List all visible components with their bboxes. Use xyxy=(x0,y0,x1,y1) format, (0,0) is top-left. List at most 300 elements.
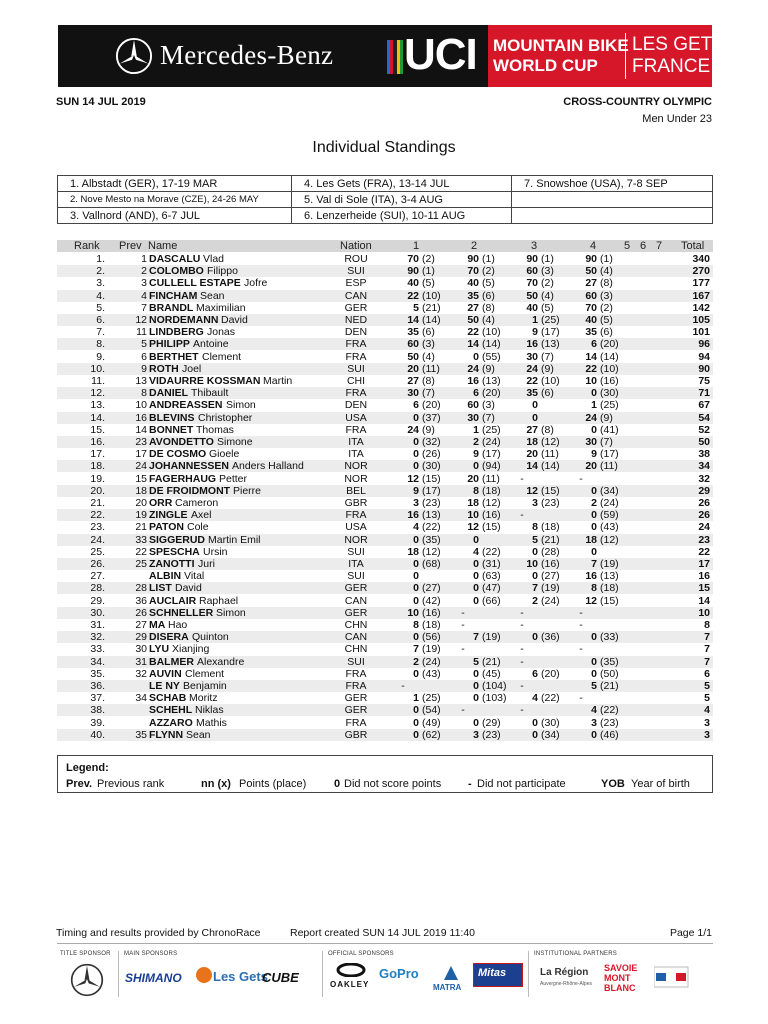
last-name-cell: SCHEHL xyxy=(149,704,193,717)
round-cell: 2. Nove Mesto na Morave (CZE), 24-26 MAY xyxy=(58,192,292,208)
round-place-cell: (46) xyxy=(600,728,619,741)
total-cell: 26 xyxy=(698,497,710,509)
total-cell: 142 xyxy=(692,301,710,314)
round-points-cell: 0 xyxy=(591,484,597,497)
round-points-cell: 0 xyxy=(413,704,419,717)
nation-cell: FRA xyxy=(345,387,367,400)
round-points-cell: 50 xyxy=(467,314,479,326)
round-points-cell: 0 xyxy=(473,460,479,473)
round-points-cell: 16 xyxy=(467,375,479,387)
last-name-cell: AVONDETTO xyxy=(149,436,214,448)
first-name-cell: Anders Halland xyxy=(232,460,304,473)
first-name-cell: Maximilian xyxy=(196,301,246,314)
round-points-cell: 8 xyxy=(591,582,597,595)
les-gets-icon xyxy=(196,967,212,983)
round-place-cell: (4) xyxy=(482,314,495,326)
round-place-cell: (8) xyxy=(541,423,554,436)
prev-rank-cell: 11 xyxy=(136,326,147,339)
round-points-cell: 0 xyxy=(413,582,419,595)
round-place-cell: (6) xyxy=(482,289,495,302)
round-place-cell: (22) xyxy=(541,692,560,705)
rank-cell: 2. xyxy=(96,265,105,278)
nation-cell: ESP xyxy=(345,277,367,290)
round-place-cell: (12) xyxy=(482,497,501,509)
first-name-cell: Petter xyxy=(219,472,248,485)
round-points-cell: 6 xyxy=(532,667,538,680)
first-name-cell: Ursin xyxy=(203,545,228,558)
legend-zero-value: Did not score points xyxy=(344,778,442,790)
round-points-cell: 9 xyxy=(591,448,597,461)
prev-rank-cell: 24 xyxy=(135,460,147,473)
round-points-cell: 90 xyxy=(526,253,538,265)
total-cell: 16 xyxy=(698,570,710,583)
rank-cell: 14. xyxy=(90,411,105,424)
round-place-cell: (23) xyxy=(482,728,501,741)
round-points-cell: 50 xyxy=(585,265,597,278)
total-cell: 8 xyxy=(704,619,710,631)
round-place-cell: (12) xyxy=(422,545,441,558)
last-name-cell: BLEVINS xyxy=(149,411,195,424)
nation-cell: NOR xyxy=(344,472,368,485)
prev-rank-cell: 2 xyxy=(141,265,147,278)
round-place-cell: (24) xyxy=(600,497,619,509)
round-place-cell: (13) xyxy=(600,570,619,583)
nation-cell: USA xyxy=(345,411,367,424)
table-row xyxy=(57,424,713,436)
round-points-cell: 0 xyxy=(413,570,419,583)
prev-rank-cell: 10 xyxy=(135,399,147,412)
round-place-cell: (17) xyxy=(600,448,619,461)
total-cell: 67 xyxy=(698,399,710,412)
total-cell: 177 xyxy=(692,277,710,290)
round-cell: 5. Val di Sole (ITA), 3-4 AUG xyxy=(292,192,512,208)
last-name-cell: FAGERHAUG xyxy=(149,472,217,485)
round-points-cell: 9 xyxy=(532,326,538,339)
round-place-cell: (25) xyxy=(541,314,560,326)
table-row xyxy=(57,253,713,265)
round-points-cell: 22 xyxy=(526,375,538,387)
prev-rank-cell: 29 xyxy=(135,631,147,644)
series-line-2: WORLD CUP xyxy=(493,56,598,75)
round-points-cell: 7 xyxy=(591,558,597,570)
round-points-cell: 90 xyxy=(585,253,597,265)
round-points-cell: 0 xyxy=(473,667,479,680)
round-points-cell: - xyxy=(520,680,524,692)
rank-cell: 5. xyxy=(96,301,105,314)
last-name-cell: ROTH xyxy=(149,362,179,375)
last-name-cell: FINCHAM xyxy=(149,289,198,302)
nation-cell: GBR xyxy=(344,497,368,509)
total-cell: 14 xyxy=(698,594,710,607)
nation-cell: GER xyxy=(344,692,368,705)
table-row xyxy=(57,704,713,716)
prev-rank-cell: 22 xyxy=(135,545,147,558)
event-category: Men Under 23 xyxy=(642,113,712,125)
round-points-cell: - xyxy=(579,692,583,705)
round-points-cell: - xyxy=(520,606,524,619)
nation-cell: DEN xyxy=(344,399,368,412)
round-points-cell: 16 xyxy=(407,509,419,522)
sponsor-oakley: OAKLEY xyxy=(330,980,370,989)
legend-dash-key: - xyxy=(468,778,472,790)
round-points-cell: 0 xyxy=(591,667,597,680)
round-cell xyxy=(512,208,713,224)
round-points-cell: 0 xyxy=(473,533,479,546)
page-number: Page 1/1 xyxy=(669,927,712,939)
nation-cell: FRA xyxy=(345,338,367,351)
rank-cell: 25. xyxy=(90,545,105,558)
round-points-cell: 30 xyxy=(585,436,597,448)
table-row xyxy=(57,277,713,289)
rank-cell: 33. xyxy=(90,643,105,656)
round-place-cell: (66) xyxy=(482,594,501,607)
round-place-cell: (16) xyxy=(482,509,501,522)
round-place-cell: (104) xyxy=(482,680,507,692)
rank-cell: 40. xyxy=(90,728,105,741)
round-points-cell: 50 xyxy=(526,289,538,302)
round-points-cell: 60 xyxy=(467,399,479,412)
table-row xyxy=(57,412,713,424)
round-points-cell: 0 xyxy=(413,594,419,607)
round-points-cell: - xyxy=(461,619,465,631)
round-points-cell: 0 xyxy=(473,594,479,607)
round-points-cell: 20 xyxy=(585,460,597,473)
round-place-cell: (23) xyxy=(541,497,560,509)
rank-cell: 27. xyxy=(90,570,105,583)
first-name-cell: Alexandre xyxy=(197,655,245,668)
nation-cell: SUI xyxy=(347,570,365,583)
round-place-cell: (18) xyxy=(600,582,619,595)
round-place-cell: (24) xyxy=(541,594,560,607)
round-place-cell: (4) xyxy=(600,265,613,278)
round-points-cell: 5 xyxy=(591,680,597,692)
table-row xyxy=(57,631,713,643)
first-name-cell: Hao xyxy=(168,619,188,631)
round-place-cell: (20) xyxy=(541,667,560,680)
round-place-cell: (45) xyxy=(482,667,501,680)
first-name-cell: Simon xyxy=(226,399,256,412)
round-place-cell: (7) xyxy=(600,436,613,448)
rank-cell: 16. xyxy=(90,436,105,448)
footer-divider xyxy=(57,943,713,944)
round-points-cell: 27 xyxy=(407,375,419,387)
round-place-cell: (8) xyxy=(422,375,435,387)
round-points-cell: 0 xyxy=(413,716,419,729)
table-row xyxy=(57,534,713,546)
rank-cell: 19. xyxy=(90,472,105,485)
round-points-cell: - xyxy=(579,606,583,619)
nation-cell: CAN xyxy=(344,631,368,644)
round-points-cell: 0 xyxy=(591,387,597,400)
round-place-cell: (1) xyxy=(482,253,495,265)
last-name-cell: DASCALU xyxy=(149,253,201,265)
round-points-cell: 40 xyxy=(585,314,597,326)
prev-rank-cell: 19 xyxy=(135,509,147,522)
round-place-cell: (31) xyxy=(482,558,501,570)
round-place-cell: (35) xyxy=(600,655,619,668)
round-place-cell: (22) xyxy=(482,545,501,558)
round-points-cell: 0 xyxy=(591,728,597,741)
round-points-cell: 9 xyxy=(413,484,419,497)
prev-rank-cell: 18 xyxy=(135,484,147,497)
round-points-cell: 6 xyxy=(473,387,479,400)
first-name-cell: Gioele xyxy=(209,448,240,461)
first-name-cell: Benjamin xyxy=(183,680,227,692)
col-round-1: 1 xyxy=(413,240,420,252)
round-points-cell: 3 xyxy=(532,497,538,509)
total-cell: 3 xyxy=(704,728,710,741)
round-points-cell: 2 xyxy=(413,655,419,668)
legend-yob-key: YOB xyxy=(601,778,625,790)
round-points-cell: 5 xyxy=(473,655,479,668)
round-place-cell: (27) xyxy=(422,582,441,595)
table-row xyxy=(57,619,713,631)
round-place-cell: (14) xyxy=(600,350,619,363)
round-place-cell: (3) xyxy=(482,399,495,412)
table-row xyxy=(57,338,713,350)
legend-points-value: Points (place) xyxy=(239,778,307,790)
round-points-cell: 1 xyxy=(591,399,597,412)
prev-rank-cell: 15 xyxy=(135,472,147,485)
total-cell: 4 xyxy=(704,704,710,717)
sponsor-les-gets: Les Gets xyxy=(213,969,268,984)
nation-cell: SUI xyxy=(347,362,365,375)
brand-wordmark: Mercedes-Benz xyxy=(160,40,334,70)
prev-rank-cell: 17 xyxy=(135,448,147,461)
round-points-cell: 27 xyxy=(585,277,597,290)
total-cell: 17 xyxy=(698,558,710,570)
venue-name xyxy=(632,34,725,78)
round-place-cell: (7) xyxy=(541,350,554,363)
table-row xyxy=(57,595,713,607)
round-place-cell: (18) xyxy=(422,619,441,631)
last-name-cell: ORR xyxy=(149,497,173,509)
round-points-cell: - xyxy=(401,680,405,692)
last-name-cell: BERTHET xyxy=(149,350,199,363)
round-points-cell: 16 xyxy=(526,338,538,351)
nation-cell: GBR xyxy=(344,728,368,741)
nation-cell: GER xyxy=(344,301,368,314)
round-place-cell: (27) xyxy=(541,570,560,583)
round-place-cell: (16) xyxy=(422,606,441,619)
round-place-cell: (10) xyxy=(600,362,619,375)
total-cell: 75 xyxy=(698,375,710,387)
total-cell: 94 xyxy=(698,350,710,363)
round-points-cell: 0 xyxy=(413,436,419,448)
main-sponsors-label: MAIN SPONSORS xyxy=(124,951,178,957)
round-points-cell: 5 xyxy=(413,301,419,314)
last-name-cell: LINDBERG xyxy=(149,326,204,339)
round-place-cell: (23) xyxy=(422,497,441,509)
total-cell: 96 xyxy=(698,338,710,351)
series-name xyxy=(493,36,629,76)
round-points-cell: 0 xyxy=(413,411,419,424)
rounds-row xyxy=(58,176,713,192)
last-name-cell: SIGGERUD xyxy=(149,533,206,546)
round-cell: 1. Albstadt (GER), 17-19 MAR xyxy=(58,176,292,192)
round-points-cell: 4 xyxy=(591,704,597,717)
col-round-4: 4 xyxy=(590,240,597,252)
last-name-cell: DE COSMO xyxy=(149,448,207,461)
sponsor-savoie: SAVOIE MONT BLANC xyxy=(604,963,638,993)
round-place-cell: (16) xyxy=(600,375,619,387)
round-points-cell: 30 xyxy=(526,350,538,363)
round-points-cell: 7 xyxy=(473,631,479,644)
rank-cell: 17. xyxy=(90,448,105,461)
round-points-cell: 0 xyxy=(591,545,597,558)
last-name-cell: PHILIPP xyxy=(149,338,190,351)
round-place-cell: (18) xyxy=(541,521,560,534)
legend-dash-value: Did not participate xyxy=(477,778,566,790)
nation-cell: FRA xyxy=(345,680,367,692)
nation-cell: GER xyxy=(344,606,368,619)
round-place-cell: (7) xyxy=(482,411,495,424)
rank-cell: 24. xyxy=(90,533,105,546)
rank-cell: 20. xyxy=(90,484,105,497)
round-place-cell: (2) xyxy=(541,277,554,290)
prev-rank-cell: 7 xyxy=(141,301,147,314)
sponsor-gopro: GoPro xyxy=(379,966,419,981)
round-points-cell: 0 xyxy=(413,448,419,461)
rounds-row xyxy=(58,192,713,208)
round-points-cell: 10 xyxy=(407,606,419,619)
round-place-cell: (11) xyxy=(482,472,500,485)
round-points-cell: 5 xyxy=(532,533,538,546)
round-place-cell: (19) xyxy=(541,582,560,595)
prev-rank-cell: 6 xyxy=(141,350,147,363)
last-name-cell: DANIEL xyxy=(149,387,189,400)
nation-cell: CAN xyxy=(344,594,368,607)
table-row xyxy=(57,680,713,692)
round-place-cell: (30) xyxy=(600,387,619,400)
round-points-cell: 50 xyxy=(407,350,419,363)
round-points-cell: - xyxy=(520,509,524,522)
round-place-cell: (6) xyxy=(422,326,435,339)
first-name-cell: Pierre xyxy=(233,484,262,497)
rank-cell: 3. xyxy=(96,277,105,290)
last-name-cell: DE FROIDMONT xyxy=(149,484,231,497)
round-place-cell: (19) xyxy=(422,643,441,656)
venue-line-1: LES GETS xyxy=(632,34,725,55)
first-name-cell: Simone xyxy=(217,436,253,448)
round-points-cell: 8 xyxy=(413,619,419,631)
prev-rank-cell: 16 xyxy=(135,411,147,424)
round-points-cell: 0 xyxy=(473,692,479,705)
round-place-cell: (13) xyxy=(541,338,560,351)
round-place-cell: (43) xyxy=(600,521,619,534)
round-points-cell: 10 xyxy=(467,509,479,522)
nation-cell: FRA xyxy=(345,350,367,363)
round-place-cell: (4) xyxy=(422,350,435,363)
round-points-cell: 60 xyxy=(526,265,538,278)
last-name-cell: COLOMBO xyxy=(149,265,204,278)
round-points-cell: 22 xyxy=(467,326,479,339)
table-row xyxy=(57,521,713,533)
round-place-cell: (103) xyxy=(482,692,507,705)
rank-cell: 8. xyxy=(96,338,105,351)
last-name-cell: PATON xyxy=(149,521,185,534)
sponsor-region-subtitle: Auvergne-Rhône-Alpes xyxy=(540,981,592,987)
table-row xyxy=(57,485,713,497)
nation-cell: CAN xyxy=(344,289,368,302)
round-place-cell: (54) xyxy=(422,704,441,717)
table-row xyxy=(57,363,713,375)
round-points-cell: 0 xyxy=(473,582,479,595)
round-place-cell: (21) xyxy=(600,680,619,692)
round-points-cell: 0 xyxy=(532,728,538,741)
round-points-cell: 2 xyxy=(591,497,597,509)
nation-cell: FRA xyxy=(345,423,367,436)
round-place-cell: (43) xyxy=(422,667,441,680)
col-prev: Prev xyxy=(119,240,142,252)
round-points-cell: 22 xyxy=(585,362,597,375)
series-line-1: MOUNTAIN BIKE xyxy=(493,36,629,55)
round-place-cell: (20) xyxy=(482,387,501,400)
round-points-cell: 2 xyxy=(473,436,479,448)
rank-cell: 10. xyxy=(90,362,105,375)
round-points-cell: 35 xyxy=(526,387,538,400)
round-points-cell: 14 xyxy=(526,460,538,473)
round-points-cell: 0 xyxy=(532,399,538,412)
round-place-cell: (1) xyxy=(422,265,435,278)
rank-cell: 37. xyxy=(90,692,105,705)
round-place-cell: (17) xyxy=(482,448,501,461)
total-cell: 3 xyxy=(704,716,710,729)
total-cell: 90 xyxy=(698,362,710,375)
last-name-cell: BALMER xyxy=(149,655,194,668)
last-name-cell: SCHNELLER xyxy=(149,606,214,619)
rank-cell: 26. xyxy=(90,558,105,570)
nation-cell: ITA xyxy=(348,448,364,461)
round-points-cell: 0 xyxy=(413,558,419,570)
table-row xyxy=(57,387,713,399)
round-points-cell: 30 xyxy=(407,387,419,400)
round-points-cell: 0 xyxy=(413,667,419,680)
round-points-cell: 14 xyxy=(407,314,419,326)
round-place-cell: (14) xyxy=(422,314,441,326)
rank-cell: 22. xyxy=(90,509,105,522)
rank-cell: 15. xyxy=(90,423,105,436)
nation-cell: NED xyxy=(344,314,368,326)
round-place-cell: (63) xyxy=(482,570,501,583)
total-cell: 270 xyxy=(692,265,710,278)
round-points-cell: 35 xyxy=(467,289,479,302)
table-row xyxy=(57,326,713,338)
round-place-cell: (5) xyxy=(600,314,613,326)
round-cell xyxy=(512,192,713,208)
round-points-cell: 0 xyxy=(473,558,479,570)
round-place-cell: (25) xyxy=(600,399,619,412)
round-points-cell: 0 xyxy=(532,545,538,558)
round-place-cell: (23) xyxy=(600,716,619,729)
round-points-cell: 0 xyxy=(413,533,419,546)
round-place-cell: (62) xyxy=(422,728,441,741)
table-row xyxy=(57,351,713,363)
round-place-cell: (59) xyxy=(600,509,619,522)
round-place-cell: (9) xyxy=(422,423,435,436)
round-points-cell: 4 xyxy=(413,521,419,534)
first-name-cell: Moritz xyxy=(189,692,218,705)
nation-cell: GER xyxy=(344,582,368,595)
round-points-cell: 70 xyxy=(526,277,538,290)
round-place-cell: (2) xyxy=(482,265,495,278)
prev-rank-cell: 8 xyxy=(141,387,147,400)
nation-cell: CHN xyxy=(344,643,368,656)
first-name-cell: Sean xyxy=(186,728,211,741)
table-row xyxy=(57,656,713,668)
first-name-cell: Joel xyxy=(182,362,202,375)
rank-cell: 13. xyxy=(90,399,105,412)
